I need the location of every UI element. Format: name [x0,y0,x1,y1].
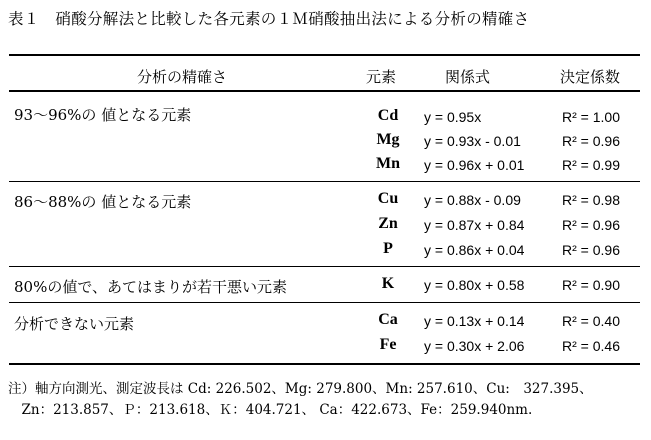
group-label: 80%の値で、あてはまりが若干悪い元素 [14,278,288,296]
equation-cell: y = 0.80x + 0.58 [424,277,525,293]
element-cell: Mn [376,155,400,172]
group-label: 93〜96%の 値となる元素 [14,106,192,124]
equation-cell: y = 0.95x [424,109,482,125]
r2-cell: R² = 0.96 [562,242,620,258]
table-row [0,336,651,358]
table-row [0,311,651,333]
r2-cell: R² = 0.90 [562,277,620,293]
group-label: 86〜88%の 値となる元素 [14,193,192,211]
element-cell: Zn [378,215,398,232]
table-row [0,240,651,262]
element-cell: Cu [377,190,399,207]
equation-cell: y = 0.86x + 0.04 [424,242,525,258]
header-rule [9,90,640,92]
footnote-line-2: Zn：213.857、Ｐ：213.618、Ｋ：404.721、 Ca：422.673、Fe：259.940nm. [8,402,533,418]
table-row [0,215,651,237]
table-caption: 表１ 硝酸分解法と比較した各元素の１Ｍ硝酸抽出法による分析の精確さ [8,10,530,28]
r2-cell: R² = 0.40 [562,313,620,329]
equation-cell: y = 0.88x - 0.09 [424,192,521,208]
element-cell: K [381,275,395,292]
table-row [0,107,651,129]
table-row [0,275,651,297]
element-cell: Cd [377,107,399,124]
equation-cell: y = 0.93x - 0.01 [424,133,521,149]
element-cell: Fe [379,336,397,353]
top-rule [9,54,640,56]
table-row [0,190,651,212]
element-cell: P [383,240,393,257]
table-row [0,155,651,177]
group-label: 分析できない元素 [14,315,135,333]
group-divider [9,181,640,182]
header-r2: 決定係数 [560,68,621,86]
equation-cell: y = 0.30x + 2.06 [424,338,525,354]
r2-cell: R² = 0.96 [562,217,620,233]
equation-cell: y = 0.96x + 0.01 [424,157,525,173]
header-relation: 関係式 [445,68,491,86]
element-cell: Ca [378,311,398,328]
r2-cell: R² = 0.96 [562,133,620,149]
equation-cell: y = 0.87x + 0.84 [424,217,525,233]
footnote-line-1: 注）軸方向測光、測定波長は Cd: 226.502、Mg: 279.800、Mn: 257.610、Cu: 327.395、 [8,381,593,397]
r2-cell: R² = 0.98 [562,192,620,208]
header-accuracy: 分析の精確さ [137,68,228,86]
r2-cell: R² = 0.46 [562,338,620,354]
equation-cell: y = 0.13x + 0.14 [424,313,525,329]
r2-cell: R² = 1.00 [562,109,620,125]
bottom-rule [9,363,640,365]
table-row [0,131,651,153]
r2-cell: R² = 0.99 [562,157,620,173]
group-divider [9,266,640,267]
header-element: 元素 [366,68,397,86]
element-cell: Mg [376,131,400,148]
group-divider [9,302,640,303]
